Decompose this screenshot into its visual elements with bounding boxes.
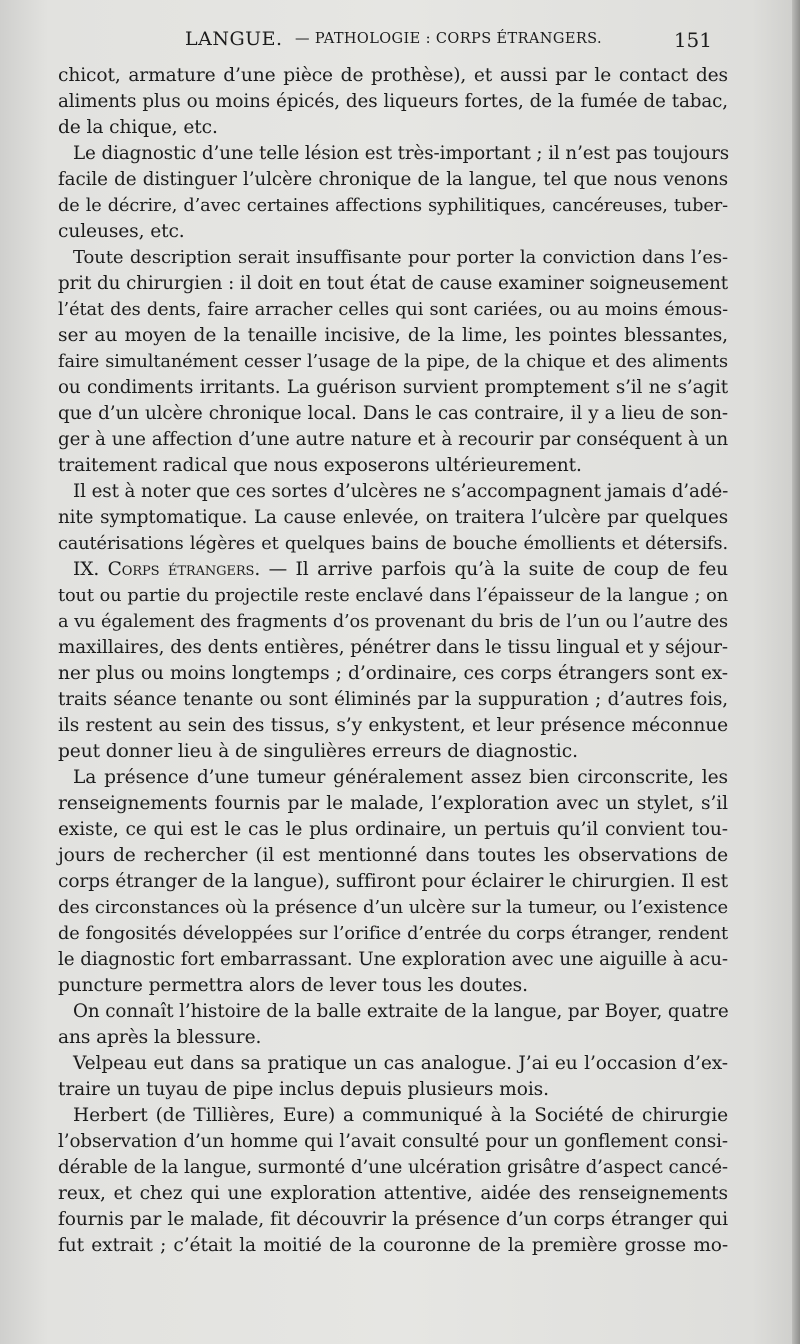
text-line: chicot, armature d’une pièce de prothèse), et aussi par le contact des — [58, 65, 728, 86]
text-line: dérable de la langue, surmonté d’une ulcération grisâtre d’aspect cancé- — [58, 1157, 728, 1178]
text-line: Il est à noter que ces sortes d’ulcères ne s’accompagnent jamais d’adé- — [73, 481, 729, 502]
text-line: ils restent au sein des tissus, s’y enkystent, et leur présence méconnue — [58, 715, 728, 736]
page-number: 151 — [673, 28, 712, 52]
text-line: reux, et chez qui une exploration attentive, aidée des renseignements — [58, 1183, 728, 1204]
text-line: maxillaires, des dents entières, pénétrer dans le tissu lingual et y séjour- — [58, 637, 728, 658]
text-line: traits séance tenante ou sont éliminés par la suppuration ; d’autres fois, — [58, 689, 728, 710]
text-line: de la chique, etc. — [58, 117, 218, 138]
page-edge — [792, 0, 800, 1344]
text-line: facile de distinguer l’ulcère chronique de la langue, tel que nous venons — [58, 169, 728, 190]
text-line: ans après la blessure. — [58, 1027, 262, 1048]
text-line: ser au moyen de la tenaille incisive, de la lime, les pointes blessantes, — [58, 325, 728, 346]
text-line: corps étranger de la langue), suffiront pour éclairer le chirurgien. Il est — [58, 871, 728, 892]
text-line: traitement radical que nous exposerons ultérieurement. — [58, 455, 582, 476]
section-text: — Il arrive parfois qu’à la suite de coup de feu — [260, 559, 729, 580]
text-line: culeuses, etc. — [58, 221, 185, 242]
section-title: Corps étrangers. — [107, 559, 261, 580]
text-line: l’état des dents, faire arracher celles qui sont cariées, ou au moins émous- — [58, 300, 728, 320]
text-line: traire un tuyau de pipe inclus depuis plusieurs mois. — [58, 1079, 549, 1100]
text-line: La présence d’une tumeur généralement assez bien circonscrite, les — [73, 767, 728, 788]
text-line: ou condiments irritants. La guérison survient promptement s’il ne s’agit — [58, 377, 728, 398]
text-line: que d’un ulcère chronique local. Dans le cas contraire, il y a lieu de son- — [58, 403, 728, 424]
text-line: le diagnostic fort embarrassant. Une exploration avec une aiguille à acu- — [58, 949, 728, 970]
text-line: ger à une affection d’une autre nature et à recourir par conséquent à un — [58, 429, 728, 450]
header-title: LANGUE. — [185, 28, 283, 50]
text-line: de le décrire, d’avec certaines affections syphilitiques, cancéreuses, tuber- — [58, 196, 728, 216]
text-line: Herbert (de Tillières, Eure) a communiqué à la Société de chirurgie — [73, 1105, 728, 1126]
text-line: tout ou partie du projectile reste enclavé dans l’épaisseur de la langue ; on — [58, 586, 728, 606]
text-line: puncture permettra alors de lever tous les doutes. — [58, 975, 528, 996]
text-line: On connaît l’histoire de la balle extraite de la langue, par Boyer, quatre — [73, 1001, 729, 1022]
text-line: existe, ce qui est le cas le plus ordinaire, un pertuis qu’il convient tou- — [58, 819, 728, 840]
text-line: prit du chirurgien : il doit en tout état de cause examiner soigneusement — [58, 273, 728, 294]
text-line: des circonstances où la présence d’un ulcère sur la tumeur, ou l’existence — [58, 897, 728, 918]
text-line: nite symptomatique. La cause enlevée, on traitera l’ulcère par quelques — [58, 507, 728, 528]
text-line: de fongosités développées sur l’orifice d’entrée du corps étranger, rendent — [58, 924, 728, 944]
text-line: jours de rechercher (il est mentionné dans toutes les observations de — [58, 845, 728, 866]
text-line: fut extrait ; c’était la moitié de la couronne de la première grosse mo- — [58, 1235, 728, 1256]
text-line: Toute description serait insuffisante pour porter la conviction dans l’es- — [73, 247, 728, 268]
text-line: aliments plus ou moins épicés, des liqueurs fortes, de la fumée de tabac, — [58, 91, 728, 112]
text-line: Le diagnostic d’une telle lésion est très-important ; il n’est pas toujours — [73, 143, 730, 164]
text-line: faire simultanément cesser l’usage de la pipe, de la chique et des aliments — [58, 352, 728, 372]
text-line: renseignements fournis par le malade, l’exploration avec un stylet, s’il — [58, 793, 728, 814]
body-text — [58, 63, 728, 1259]
section-number: IX. — [73, 559, 108, 580]
text-line: ner plus ou moins longtemps ; d’ordinaire, ces corps étrangers sont ex- — [58, 663, 728, 684]
header-subtitle: — PATHOLOGIE : CORPS ÉTRANGERS. — [295, 31, 602, 47]
text-line: cautérisations légères et quelques bains de bouche émollients et détersifs. — [58, 534, 728, 554]
text-line: l’observation d’un homme qui l’avait consulté pour un gonflement consi- — [58, 1131, 728, 1152]
section-heading-line — [58, 557, 728, 583]
text-line: peut donner lieu à de singulières erreurs de diagnostic. — [58, 741, 578, 762]
running-header — [58, 28, 712, 58]
text-line: a vu également des fragments d’os provenant du bris de l’un ou l’autre des — [58, 612, 728, 632]
text-line: fournis par le malade, fit découvrir la présence d’un corps étranger qui — [58, 1209, 728, 1230]
text-line: Velpeau eut dans sa pratique un cas analogue. J’ai eu l’occasion d’ex- — [73, 1053, 728, 1074]
